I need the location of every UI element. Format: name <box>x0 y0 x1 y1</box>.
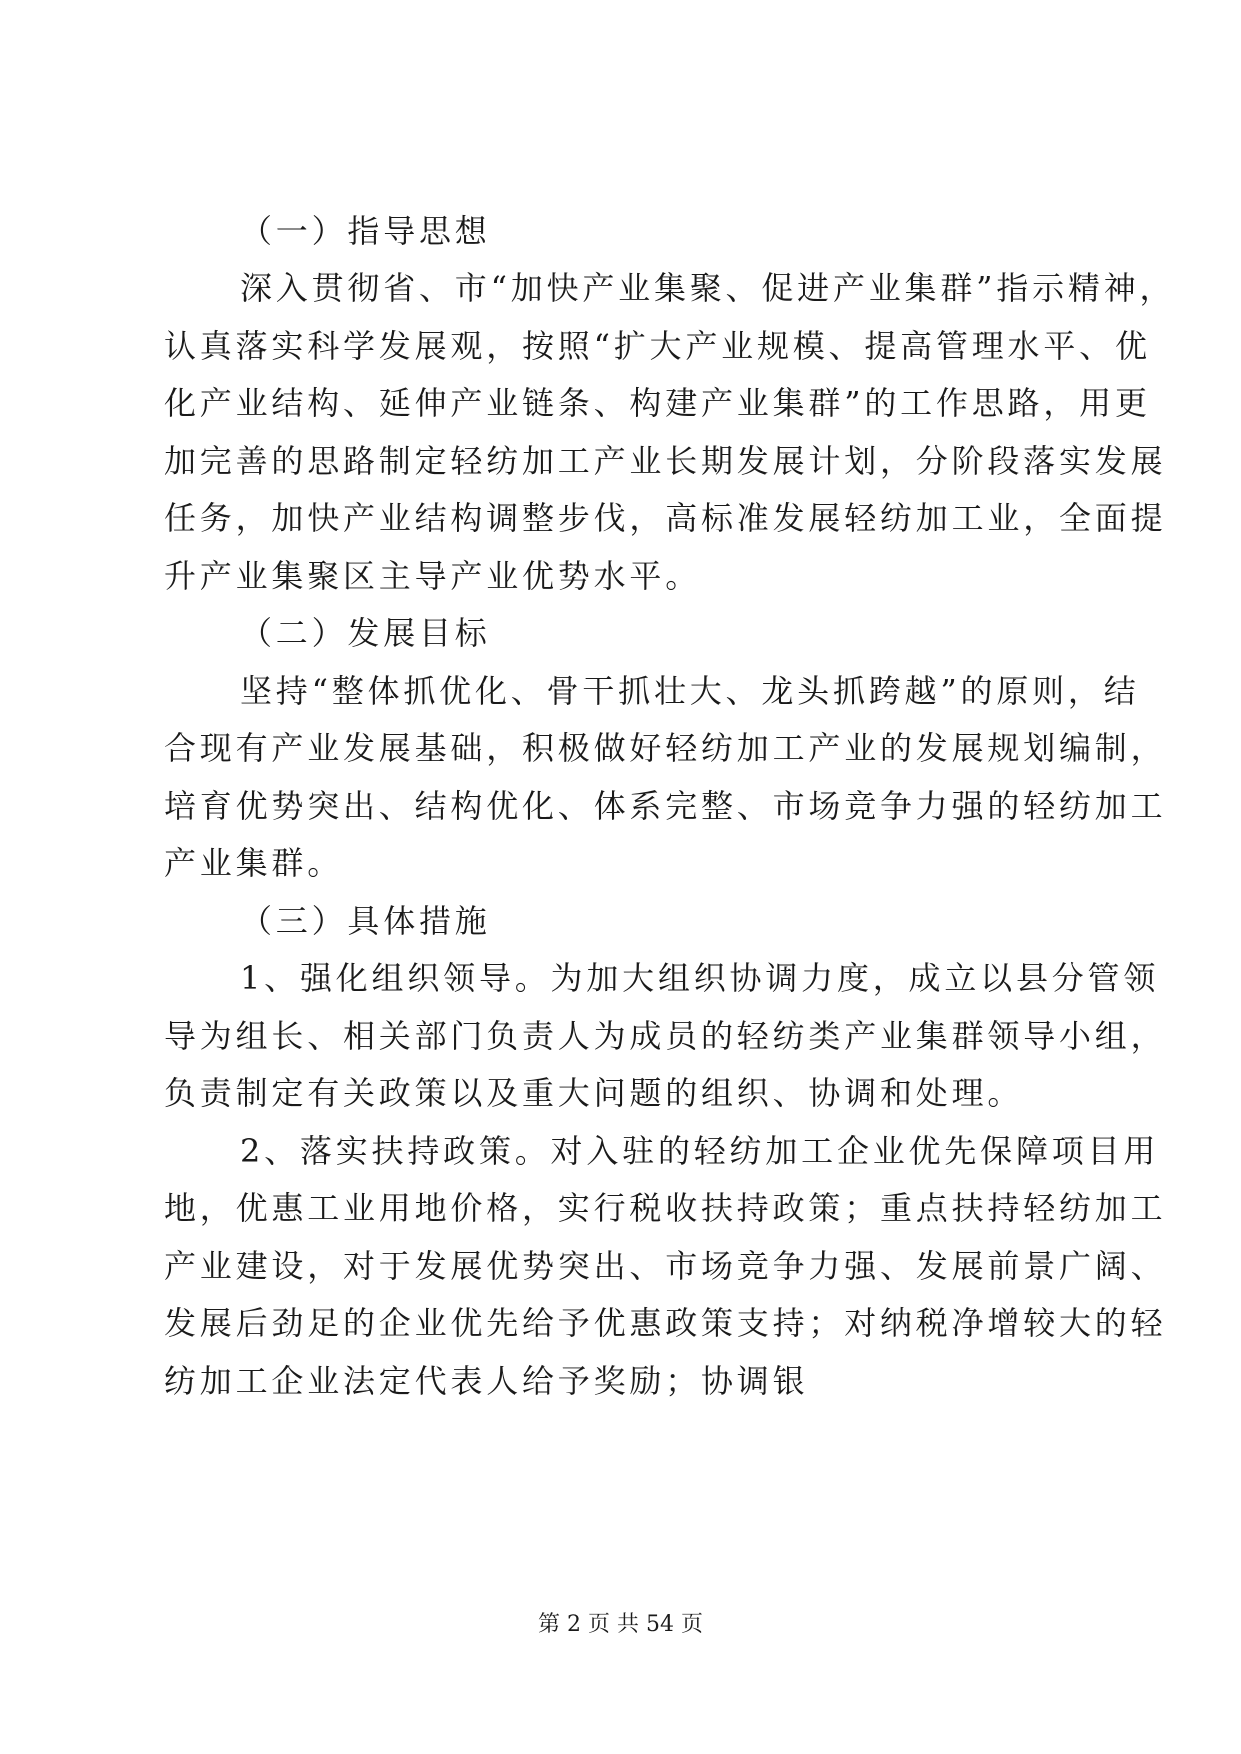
paragraph-line: 加完善的思路制定轻纺加工产业长期发展计划，分阶段落实发展 <box>164 442 1167 480</box>
paragraph-line: 培育优势突出、结构优化、体系完整、市场竞争力强的轻纺加工 <box>164 787 1167 825</box>
paragraph-line: 产业建设，对于发展优势突出、市场竞争力强、发展前景广阔、 <box>164 1247 1167 1285</box>
paragraph-line: 深入贯彻省、市“加快产业集聚、促进产业集群”指示精神， <box>240 269 1176 307</box>
paragraph-line: 2、落实扶持政策。对入驻的轻纺加工企业优先保障项目用 <box>240 1132 1160 1170</box>
paragraph-line: 坚持“整体抓优化、骨干抓壮大、龙头抓跨越”的原则，结 <box>240 672 1140 710</box>
paragraph-line: 合现有产业发展基础，积极做好轻纺加工产业的发展规划编制， <box>164 729 1167 767</box>
section-heading-specific-measures: （三）具体措施 <box>240 902 491 940</box>
page-footer: 第 2 页 共 54 页 <box>538 1612 703 1637</box>
paragraph-line: 认真落实科学发展观，按照“扩大产业规模、提高管理水平、优 <box>164 327 1151 365</box>
paragraph-line: 升产业集聚区主导产业优势水平。 <box>164 557 702 595</box>
paragraph-line: 导为组长、相关部门负责人为成员的轻纺类产业集群领导小组， <box>164 1017 1167 1055</box>
section-heading-guiding-ideology: （一）指导思想 <box>240 212 491 250</box>
paragraph-line: 地，优惠工业用地价格，实行税收扶持政策；重点扶持轻纺加工 <box>164 1189 1167 1227</box>
paragraph-line: 发展后劲足的企业优先给予优惠政策支持；对纳税净增较大的轻 <box>164 1304 1167 1342</box>
paragraph-line: 纺加工企业法定代表人给予奖励；协调银 <box>164 1362 809 1400</box>
paragraph-line: 负责制定有关政策以及重大问题的组织、协调和处理。 <box>164 1074 1024 1112</box>
paragraph-line: 1、强化组织领导。为加大组织协调力度，成立以县分管领 <box>240 959 1160 997</box>
paragraph-line: 化产业结构、延伸产业链条、构建产业集群”的工作思路，用更 <box>164 384 1151 422</box>
paragraph-line: 任务，加快产业结构调整步伐，高标准发展轻纺加工业，全面提 <box>164 499 1167 537</box>
paragraph-line: 产业集群。 <box>164 844 344 882</box>
section-heading-development-goals: （二）发展目标 <box>240 614 491 652</box>
